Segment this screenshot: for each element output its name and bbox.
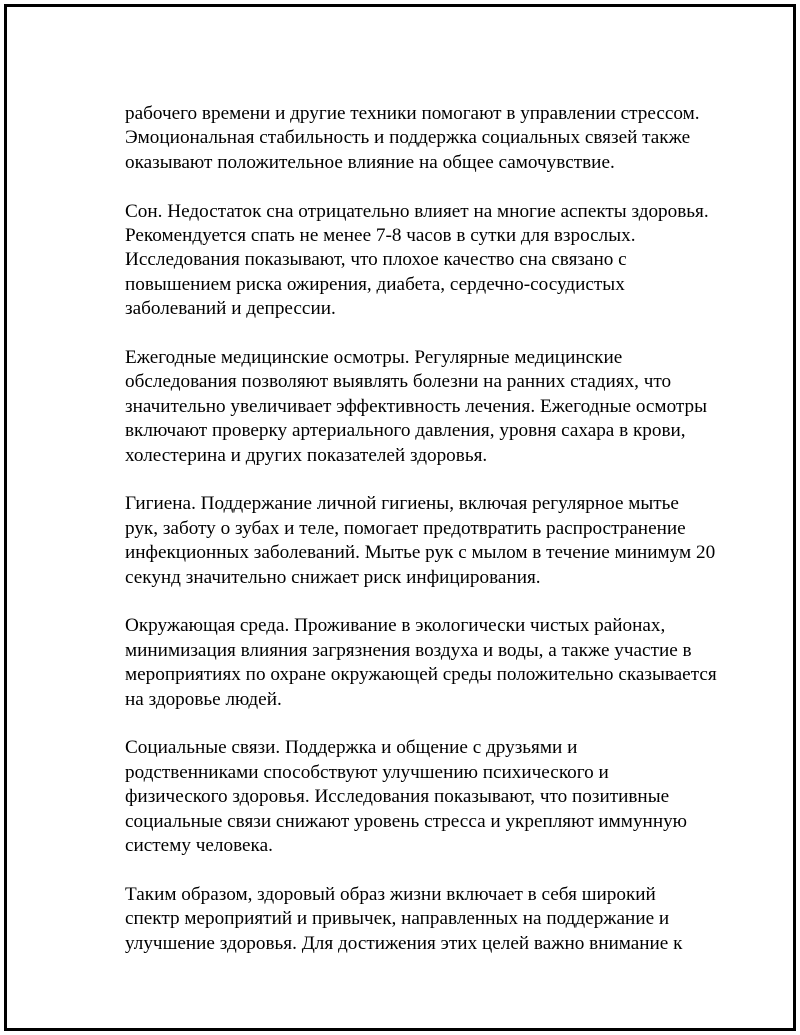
paragraph-stress <box>125 102 705 175</box>
paragraph-conclusion <box>125 883 705 956</box>
text-line: значительно увеличивает эффективность лечения. Ежегодные осмотры <box>125 395 708 417</box>
text-line: рук, заботу о зубах и теле, помогает предотвратить распространение <box>125 517 686 539</box>
text-line: Гигиена. Поддержание личной гигиены, включая регулярное мытье <box>125 493 679 515</box>
text-line: улучшение здоровья. Для достижения этих целей важно внимание к <box>125 932 683 954</box>
text-line: мероприятиях по охране окружающей среды положительно сказывается <box>125 664 717 686</box>
paragraph-medical-checkups <box>125 346 708 468</box>
text-line: систему человека. <box>125 835 273 857</box>
text-line: повышением риска ожирения, диабета, сердечно-сосудистых <box>125 273 625 295</box>
text-line: Рекомендуется спать не менее 7-8 часов в сутки для взрослых. <box>125 225 636 247</box>
text-line: рабочего времени и другие техники помогают в управлении стрессом. <box>125 103 700 124</box>
text-line: спектр мероприятий и привычек, направленных на поддержание и <box>125 908 670 930</box>
text-line: минимизация влияния загрязнения воздуха и воды, а также участие в <box>125 639 692 661</box>
text-line: включают проверку артериального давления, уровня сахара в крови, <box>125 420 686 442</box>
text-line: секунд значительно снижает риск инфицирования. <box>125 566 541 588</box>
text-line: Социальные связи. Поддержка и общение с друзьями и <box>125 737 578 759</box>
text-line: холестерина и других показателей здоровья. <box>125 444 488 466</box>
text-line: Исследования показывают, что плохое качество сна связано с <box>125 249 627 271</box>
page-frame <box>4 4 796 1031</box>
text-line: Окружающая среда. Проживание в экологически чистых районах, <box>125 615 666 637</box>
text-line: инфекционных заболеваний. Мытье рук с мылом в течение минимум 20 <box>125 542 716 564</box>
paragraph-environment <box>125 614 717 712</box>
text-line: заболеваний и депрессии. <box>125 298 336 320</box>
text-line: оказывают положительное влияние на общее самочувствие. <box>125 151 615 173</box>
text-line: родственниками способствуют улучшению психического и <box>125 761 609 783</box>
text-line: Эмоциональная стабильность и поддержка социальных связей также <box>125 127 691 149</box>
text-line: Ежегодные медицинские осмотры. Регулярные медицинские <box>125 347 623 369</box>
text-line: обследования позволяют выявлять болезни на ранних стадиях, что <box>125 371 672 393</box>
document-body <box>125 102 717 981</box>
text-line: физического здоровья. Исследования показывают, что позитивные <box>125 786 670 808</box>
text-line: Сон. Недостаток сна отрицательно влияет на многие аспекты здоровья. <box>125 200 709 222</box>
paragraph-hygiene <box>125 492 716 590</box>
paragraph-social-connections <box>125 736 705 858</box>
paragraph-sleep <box>125 200 709 322</box>
text-line: социальные связи снижают уровень стресса и укрепляют иммунную <box>125 810 688 832</box>
text-line: на здоровье людей. <box>125 688 282 710</box>
text-line: Таким образом, здоровый образ жизни включает в себя широкий <box>125 883 656 905</box>
